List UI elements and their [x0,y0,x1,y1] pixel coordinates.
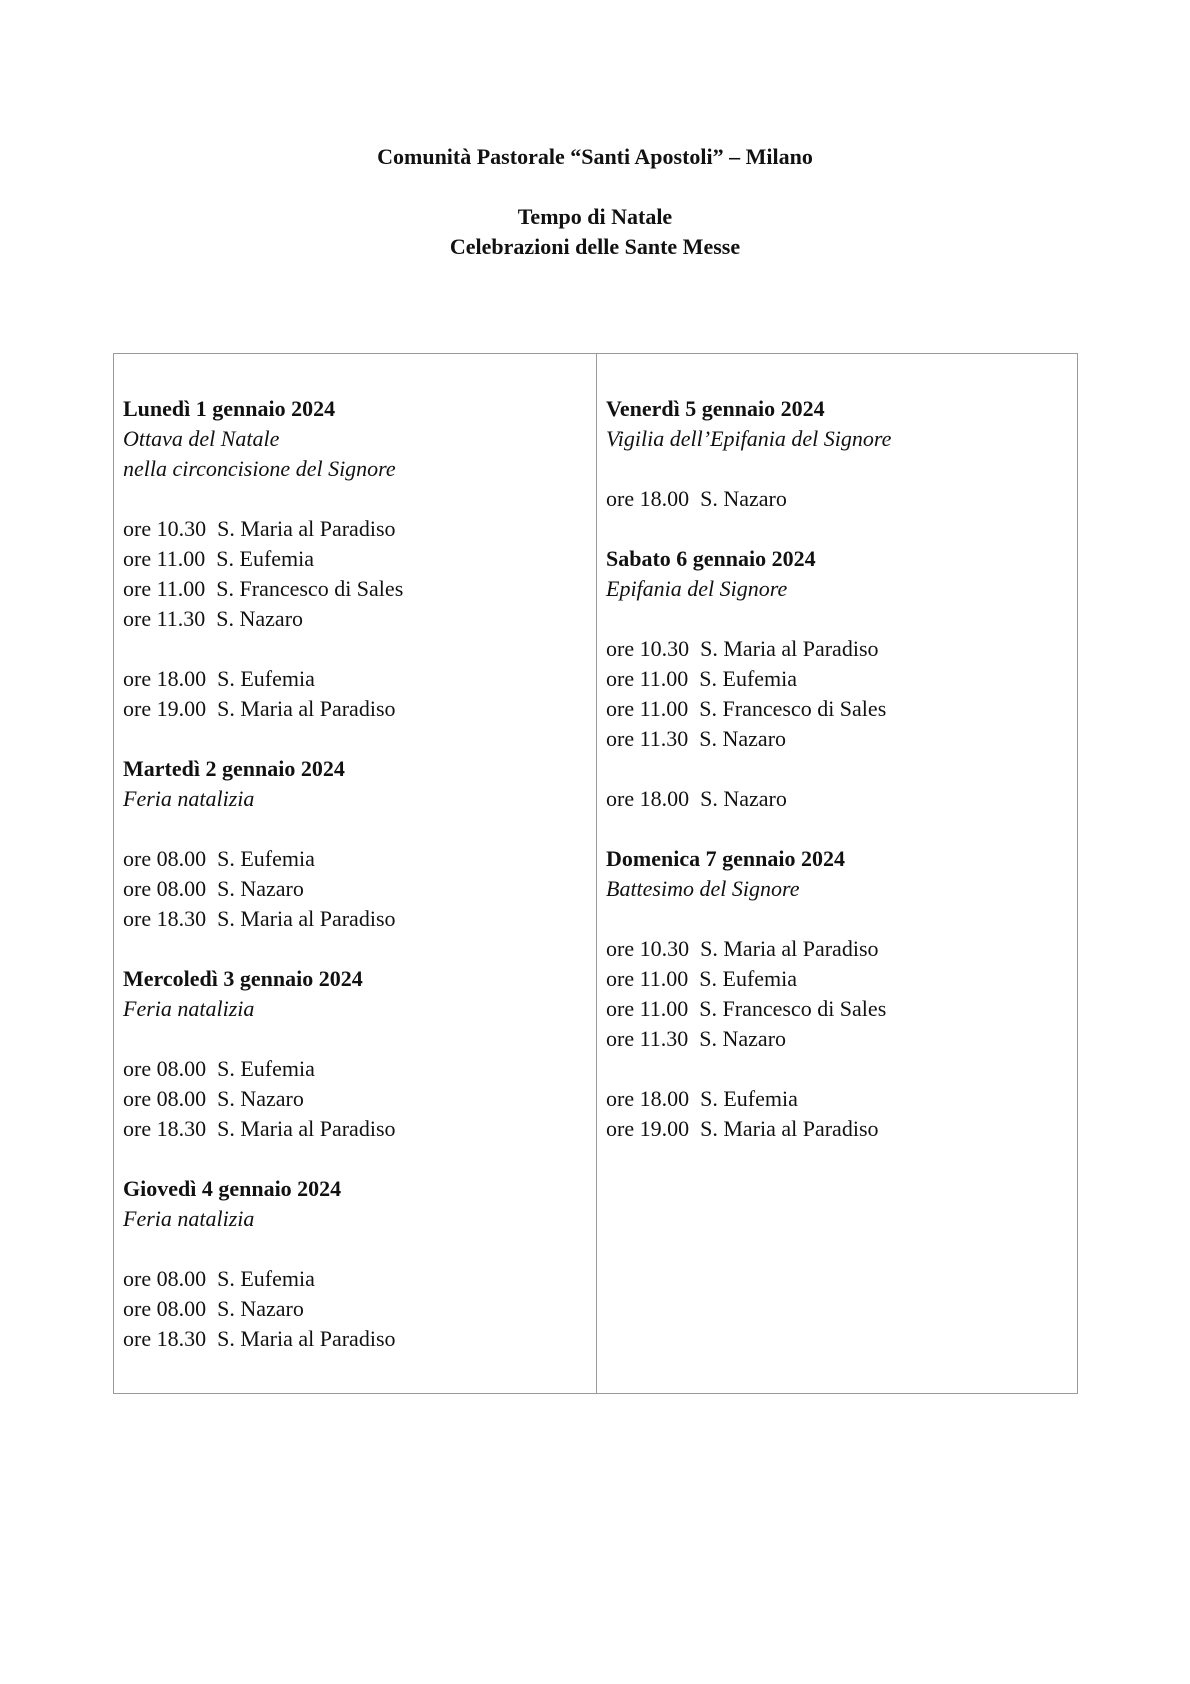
mass-church: S. Nazaro [699,726,787,751]
mass-church: S. Francesco di Sales [699,996,887,1021]
mass-church: S. Eufemia [217,846,315,871]
day-title: Giovedì 4 gennaio 2024 [123,1176,342,1201]
mass-time: ore 10.30 [123,516,207,541]
mass-time: ore 11.00 [123,576,206,601]
mass-time: ore 08.00 [123,1266,207,1291]
mass-row [606,1114,1066,1144]
mass-time: ore 11.30 [606,726,689,751]
mass-church: S. Nazaro [700,786,787,811]
liturgical-note: Ottava del Natale [123,426,280,451]
day-entry [606,544,1066,814]
mass-row [123,544,583,574]
schedule-table [113,353,1078,1394]
mass-time: ore 11.00 [123,546,206,571]
mass-church: S. Eufemia [699,666,798,691]
mass-church: S. Maria al Paradiso [700,636,879,661]
page-title: Comunità Pastorale “Santi Apostoli” – Milano [377,144,813,169]
mass-church: S. Francesco di Sales [216,576,404,601]
mass-time: ore 18.00 [606,1086,690,1111]
mass-row [606,484,1066,514]
mass-row [123,1294,583,1324]
mass-row [606,634,1066,664]
mass-time: ore 11.00 [606,696,689,721]
mass-row [606,1024,1066,1054]
mass-church: S. Eufemia [217,1266,315,1291]
day-title: Venerdì 5 gennaio 2024 [606,396,825,421]
mass-row [123,694,583,724]
day-title: Mercoledì 3 gennaio 2024 [123,966,363,991]
mass-row [606,724,1066,754]
mass-row [123,1084,583,1114]
mass-row [606,964,1066,994]
mass-row [123,844,583,874]
mass-church: S. Maria al Paradiso [700,936,879,961]
day-entry [606,844,1066,1144]
liturgical-note: nella circoncisione del Signore [123,456,396,481]
mass-row [123,1264,583,1294]
day-title: Domenica 7 gennaio 2024 [606,846,845,871]
mass-church: S. Maria al Paradiso [217,516,396,541]
schedule-column-right [606,394,1066,1174]
day-entry [123,964,583,1144]
mass-church: S. Eufemia [217,1056,315,1081]
mass-time: ore 08.00 [123,1296,207,1321]
spacer [123,1234,583,1264]
mass-time: ore 08.00 [123,846,207,871]
mass-church: S. Nazaro [217,876,304,901]
mass-time: ore 18.00 [123,666,207,691]
mass-time: ore 10.30 [606,936,690,961]
mass-church: S. Maria al Paradiso [217,1326,396,1351]
mass-time: ore 11.30 [606,1026,689,1051]
schedule-subtitle: Celebrazioni delle Sante Messe [449,234,741,259]
mass-time: ore 08.00 [123,1086,207,1111]
mass-time: ore 19.00 [123,696,207,721]
mass-time: ore 11.30 [123,606,206,631]
day-entry [123,1174,583,1354]
spacer [123,484,583,514]
liturgical-note: Epifania del Signore [606,576,788,601]
mass-church: S. Maria al Paradiso [217,906,396,931]
liturgical-note: Feria natalizia [123,786,255,811]
mass-church: S. Nazaro [700,486,787,511]
mass-church: S. Francesco di Sales [699,696,887,721]
spacer [606,454,1066,484]
mass-time: ore 18.00 [606,486,690,511]
season-heading: Tempo di Natale [517,204,673,229]
mass-time: ore 10.30 [606,636,690,661]
mass-row [606,934,1066,964]
liturgical-note: Feria natalizia [123,1206,255,1231]
mass-church: S. Nazaro [217,1296,304,1321]
day-title: Martedì 2 gennaio 2024 [123,756,345,781]
schedule-column-left [123,394,583,1384]
mass-time: ore 11.00 [606,996,689,1021]
liturgical-note: Battesimo del Signore [606,876,800,901]
mass-time: ore 11.00 [606,966,689,991]
mass-church: S. Eufemia [217,666,315,691]
mass-row [123,664,583,694]
mass-row [606,994,1066,1024]
mass-row [123,874,583,904]
mass-church: S. Eufemia [699,966,798,991]
mass-church: S. Maria al Paradiso [217,1116,396,1141]
mass-church: S. Nazaro [216,606,304,631]
spacer [606,754,1066,784]
day-title: Lunedì 1 gennaio 2024 [123,396,336,421]
mass-row [606,664,1066,694]
day-title: Sabato 6 gennaio 2024 [606,546,816,571]
mass-time: ore 18.00 [606,786,690,811]
spacer [123,814,583,844]
day-entry [123,394,583,724]
liturgical-note: Feria natalizia [123,996,255,1021]
mass-time: ore 18.30 [123,1116,207,1141]
spacer [123,1024,583,1054]
mass-church: S. Nazaro [217,1086,304,1111]
column-divider [596,354,597,1393]
spacer [123,634,583,664]
mass-time: ore 19.00 [606,1116,690,1141]
mass-time: ore 11.00 [606,666,689,691]
mass-row [606,784,1066,814]
mass-church: S. Eufemia [700,1086,798,1111]
mass-row [123,1054,583,1084]
day-entry [606,394,1066,514]
day-entry [123,754,583,934]
mass-church: S. Nazaro [699,1026,787,1051]
mass-row [123,1114,583,1144]
mass-row [123,904,583,934]
spacer [606,1054,1066,1084]
mass-row [123,1324,583,1354]
mass-time: ore 18.30 [123,906,207,931]
mass-row [123,574,583,604]
mass-church: S. Eufemia [216,546,315,571]
mass-row [123,604,583,634]
mass-row [123,514,583,544]
spacer [606,604,1066,634]
mass-time: ore 18.30 [123,1326,207,1351]
liturgical-note: Vigilia dell’Epifania del Signore [606,426,892,451]
mass-time: ore 08.00 [123,1056,207,1081]
mass-church: S. Maria al Paradiso [217,696,396,721]
mass-church: S. Maria al Paradiso [700,1116,879,1141]
spacer [606,904,1066,934]
mass-row [606,1084,1066,1114]
mass-time: ore 08.00 [123,876,207,901]
mass-row [606,694,1066,724]
